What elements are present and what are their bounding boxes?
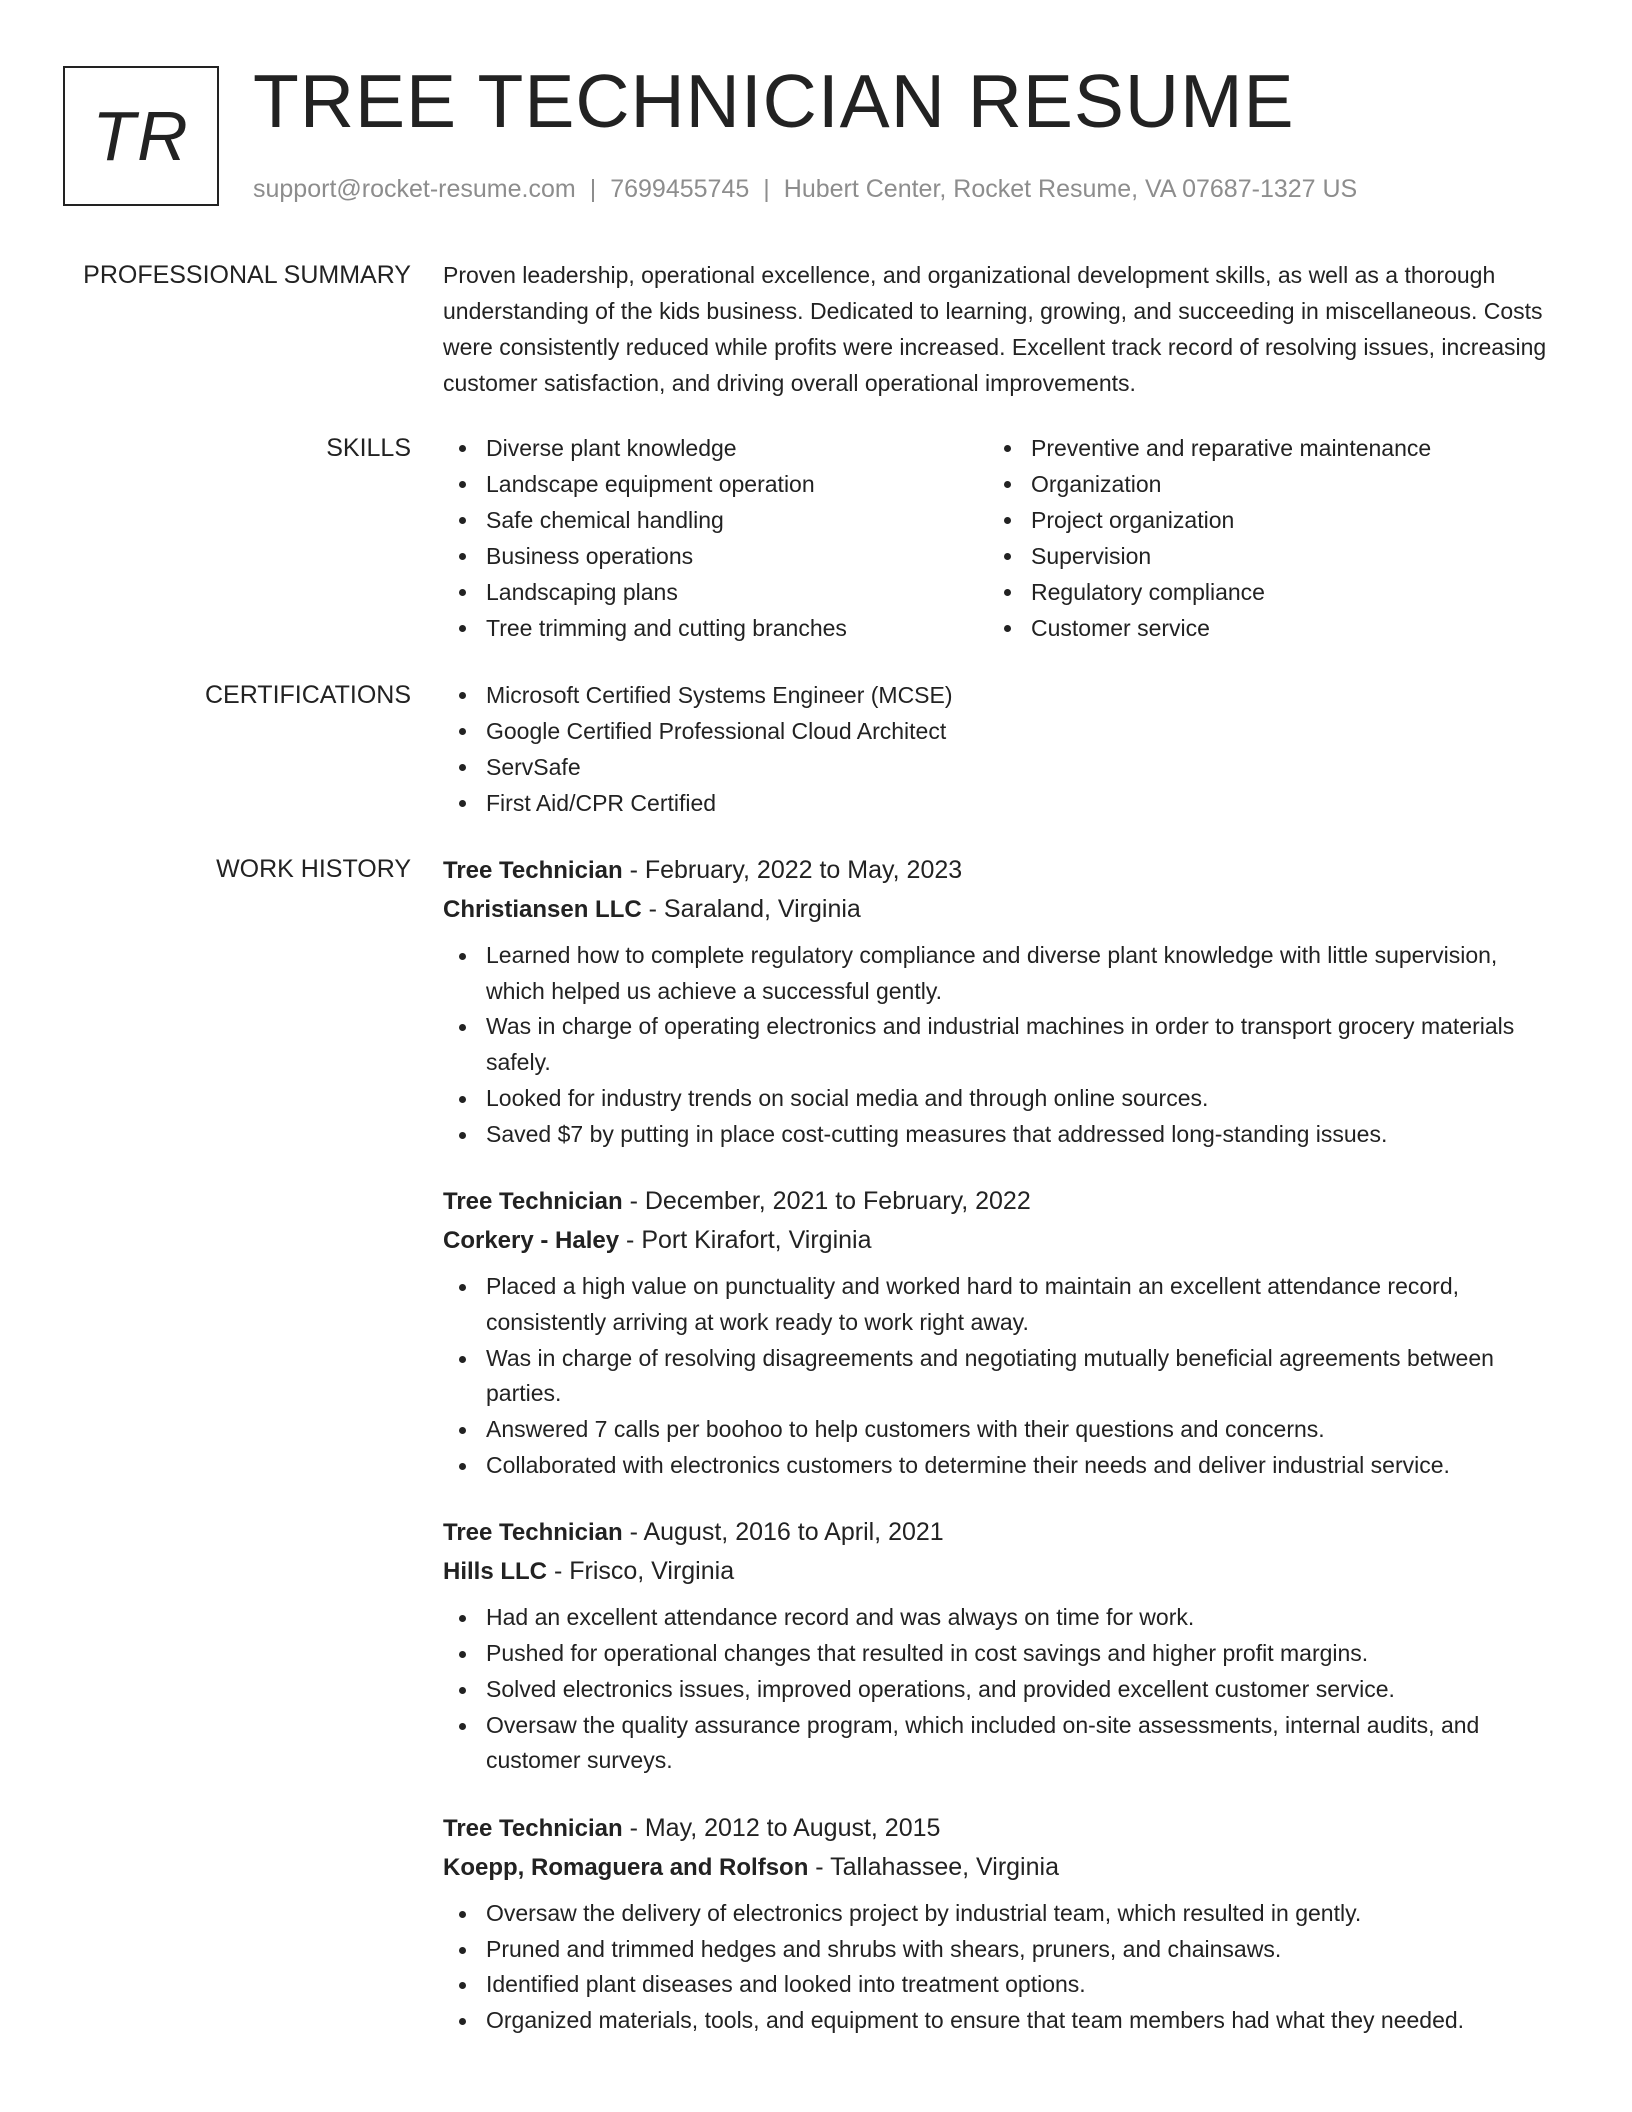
skill-item: Landscaping plans xyxy=(443,574,988,610)
job-entry xyxy=(443,1809,1555,2039)
job-entry xyxy=(443,1513,1555,1779)
skill-item: Tree trimming and cutting branches xyxy=(443,610,988,646)
skill-item: Landscape equipment operation xyxy=(443,466,988,502)
job-company: Christiansen LLC xyxy=(443,896,642,923)
skills-body xyxy=(443,430,1555,646)
job-company: Hills LLC xyxy=(443,1558,548,1586)
job-dates: December, 2021 to February, 2022 xyxy=(644,1187,1031,1216)
contact-separator: | xyxy=(589,175,597,203)
job-bullet: Was in charge of operating electronics and industrial machines in order to transport grocery materials safely. xyxy=(443,1009,1555,1080)
job-dash: - xyxy=(641,895,664,923)
job-location: Tallahassee, Virginia xyxy=(830,1852,1059,1881)
summary-body xyxy=(443,257,1555,401)
job-title: Tree Technician xyxy=(443,857,623,884)
job-location: Frisco, Virginia xyxy=(569,1557,735,1586)
job-company: Corkery - Haley xyxy=(443,1227,620,1255)
job-dates: February, 2022 to May, 2023 xyxy=(644,856,963,884)
job-bullet: Saved $7 by putting in place cost-cutting measures that addressed long-standing issues. xyxy=(443,1117,1555,1153)
job-dash: - xyxy=(622,1187,645,1216)
monogram-initials: TR xyxy=(92,97,190,175)
job-bullet: Looked for industry trends on social media and through online sources. xyxy=(443,1081,1555,1117)
skill-item: Regulatory compliance xyxy=(988,574,1533,610)
contact-address: Hubert Center, Rocket Resume, VA 07687-1327 US xyxy=(783,175,1358,203)
job-bullet: Learned how to complete regulatory compliance and diverse plant knowledge with little supervision, which helped us achieve a successful gently. xyxy=(443,938,1555,1009)
job-title-line xyxy=(443,1182,1555,1221)
skill-item: Supervision xyxy=(988,538,1533,574)
job-title: Tree Technician xyxy=(443,1814,623,1842)
job-dates: May, 2012 to August, 2015 xyxy=(644,1813,941,1842)
job-dash: - xyxy=(808,1852,831,1881)
job-bullet: Pushed for operational changes that resulted in cost savings and higher profit margins. xyxy=(443,1636,1555,1672)
job-bullet: Solved electronics issues, improved operations, and provided excellent customer service. xyxy=(443,1672,1555,1708)
job-title-line xyxy=(443,851,1555,890)
job-bullet: Identified plant diseases and looked into treatment options. xyxy=(443,1967,1555,2003)
job-dash: - xyxy=(547,1557,570,1586)
job-bullet: Had an excellent attendance record and was always on time for work. xyxy=(443,1600,1555,1636)
job-company-line xyxy=(443,1552,1555,1591)
certification-item: First Aid/CPR Certified xyxy=(443,785,1555,821)
skill-item: Organization xyxy=(988,466,1533,502)
job-dash: - xyxy=(622,856,645,884)
job-bullet: Placed a high value on punctuality and worked hard to maintain an excellent attendance record, consistently arriving at work ready to work right away. xyxy=(443,1269,1555,1340)
skills-list-right xyxy=(988,430,1533,646)
section-label-certifications: CERTIFICATIONS xyxy=(204,681,411,709)
job-bullets xyxy=(443,1896,1555,2039)
certification-item: Google Certified Professional Cloud Architect xyxy=(443,713,1555,749)
job-bullet: Pruned and trimmed hedges and shrubs with shears, pruners, and chainsaws. xyxy=(443,1932,1555,1968)
skill-item: Business operations xyxy=(443,538,988,574)
job-location: Port Kirafort, Virginia xyxy=(641,1226,872,1255)
skills-list-left xyxy=(443,430,988,646)
job-bullet: Answered 7 calls per boohoo to help customers with their questions and concerns. xyxy=(443,1412,1555,1448)
contact-email: support@rocket-resume.com xyxy=(253,175,576,203)
resume-title: TREE TECHNICIAN RESUME xyxy=(253,59,1295,143)
certifications-body xyxy=(443,677,1555,821)
skill-item: Preventive and reparative maintenance xyxy=(988,430,1533,466)
job-title-line xyxy=(443,1809,1555,1848)
job-company-line xyxy=(443,890,1555,929)
summary-text: Proven leadership, operational excellence, and organizational development skills, as well as a thorough understanding of the kids business. Dedicated to learning, growing, and succeeding in miscellaneous. Costs were consistently reduced while profits were increased. Excellent track record of resolving issues, increasing customer satisfaction, and driving overall operational improvements. xyxy=(443,262,1547,396)
section-label-skills: SKILLS xyxy=(326,434,411,462)
skill-item: Customer service xyxy=(988,610,1533,646)
job-title: Tree Technician xyxy=(443,1519,623,1547)
certifications-list xyxy=(443,677,1555,821)
job-dash: - xyxy=(619,1226,642,1255)
contact-separator: | xyxy=(763,175,770,203)
certification-item: Microsoft Certified Systems Engineer (MCSE) xyxy=(443,677,1555,713)
job-bullet: Was in charge of resolving disagreements and negotiating mutually beneficial agreements between parties. xyxy=(443,1341,1555,1412)
skills-grid xyxy=(443,430,1555,646)
job-bullets xyxy=(443,1600,1555,1779)
job-bullet: Oversaw the quality assurance program, which included on-site assessments, internal audits, and customer surveys. xyxy=(443,1708,1555,1779)
skill-item: Project organization xyxy=(988,502,1533,538)
job-company-line xyxy=(443,1221,1555,1260)
work-history-body xyxy=(443,851,1555,2069)
job-title-line xyxy=(443,1513,1555,1552)
job-dates: August, 2016 to April, 2021 xyxy=(643,1518,944,1547)
skill-item: Diverse plant knowledge xyxy=(443,430,988,466)
section-label-work-history: WORK HISTORY xyxy=(216,855,411,883)
job-company-line xyxy=(443,1848,1555,1887)
job-bullets xyxy=(443,1269,1555,1483)
section-label-summary: PROFESSIONAL SUMMARY xyxy=(83,261,411,289)
contact-line xyxy=(253,174,1357,204)
job-entry xyxy=(443,851,1555,1152)
job-entry xyxy=(443,1182,1555,1483)
job-location: Saraland, Virginia xyxy=(663,895,861,923)
certification-item: ServSafe xyxy=(443,749,1555,785)
job-bullets xyxy=(443,938,1555,1152)
skill-item: Safe chemical handling xyxy=(443,502,988,538)
job-bullet: Organized materials, tools, and equipment to ensure that team members had what they needed. xyxy=(443,2003,1555,2039)
job-dash: - xyxy=(622,1518,644,1547)
job-title: Tree Technician xyxy=(443,1188,623,1216)
job-bullet: Collaborated with electronics customers to determine their needs and deliver industrial service. xyxy=(443,1448,1555,1484)
job-dash: - xyxy=(622,1813,645,1842)
job-company: Koepp, Romaguera and Rolfson xyxy=(443,1853,809,1881)
monogram-box xyxy=(63,66,219,206)
contact-phone: 7699455745 xyxy=(610,175,750,203)
job-bullet: Oversaw the delivery of electronics project by industrial team, which resulted in gently. xyxy=(443,1896,1555,1932)
